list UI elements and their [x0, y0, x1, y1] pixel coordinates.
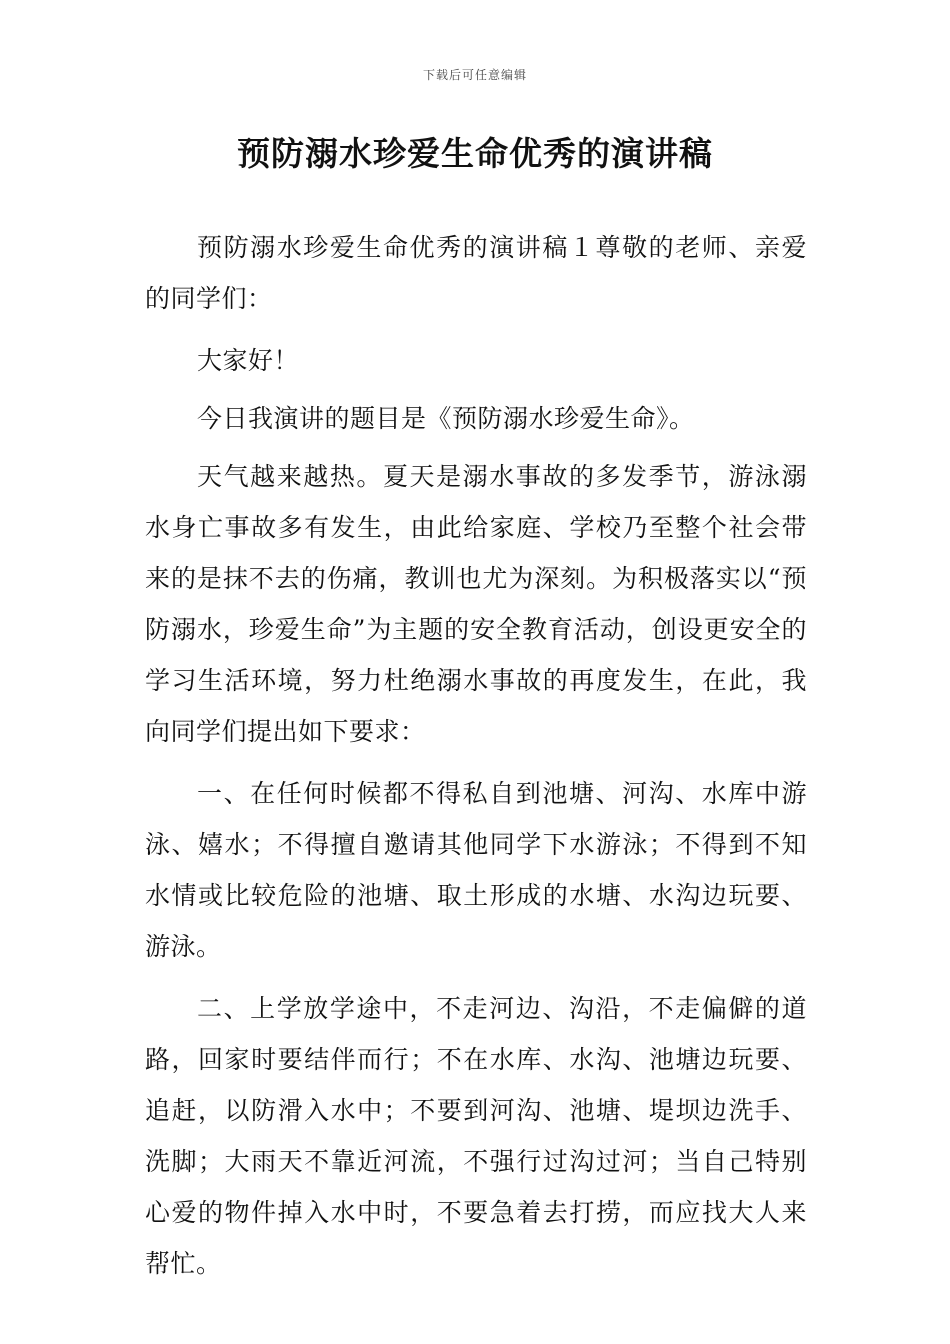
document-title: 预防溺水珍爱生命优秀的演讲稿	[237, 134, 713, 173]
paragraph-salutation: 预防溺水珍爱生命优秀的演讲稿１尊敬的老师、亲爱的同学们：	[145, 233, 807, 313]
paragraph-intro: 天气越来越热。夏天是溺水事故的多发季节，游泳溺水身亡事故多有发生，由此给家庭、学校乃至整个社会带来的是抹不去的伤痛，教训也尤为深刻。为积极落实以“预防溺水，珍爱生命”为主题的安全教育活动，创设更安全的学习生活环境，努力杜绝溺水事故的再度发生，在此，我向同学们提出如下要求：	[145, 462, 807, 746]
header-note: 下载后可任意编辑	[422, 68, 527, 82]
paragraph-rule-1: 一、在任何时候都不得私自到池塘、河沟、水库中游泳、嬉水；不得擅自邀请其他同学下水游泳；不得到不知水情或比较危险的池塘、取土形成的水塘、水沟边玩要、游泳。	[145, 779, 807, 961]
document-body	[145, 222, 807, 1300]
paragraph-rule-2: 二、上学放学途中，不走河边、沟沿，不走偏僻的道路，回家时要结伴而行；不在水库、水沟、池塘边玩要、追赶，以防滑入水中；不要到河沟、池塘、堤坝边洗手、洗脚；大雨天不靠近河流，不强行过沟过河；当自己特别心爱的物件掉入水中时，不要急着去打捞，而应找大人来帮忙。	[145, 994, 807, 1278]
paragraph-topic: 今日我演讲的题目是《预防溺水珍爱生命》。	[197, 404, 695, 433]
paragraph-greeting: 大家好！	[197, 346, 300, 375]
